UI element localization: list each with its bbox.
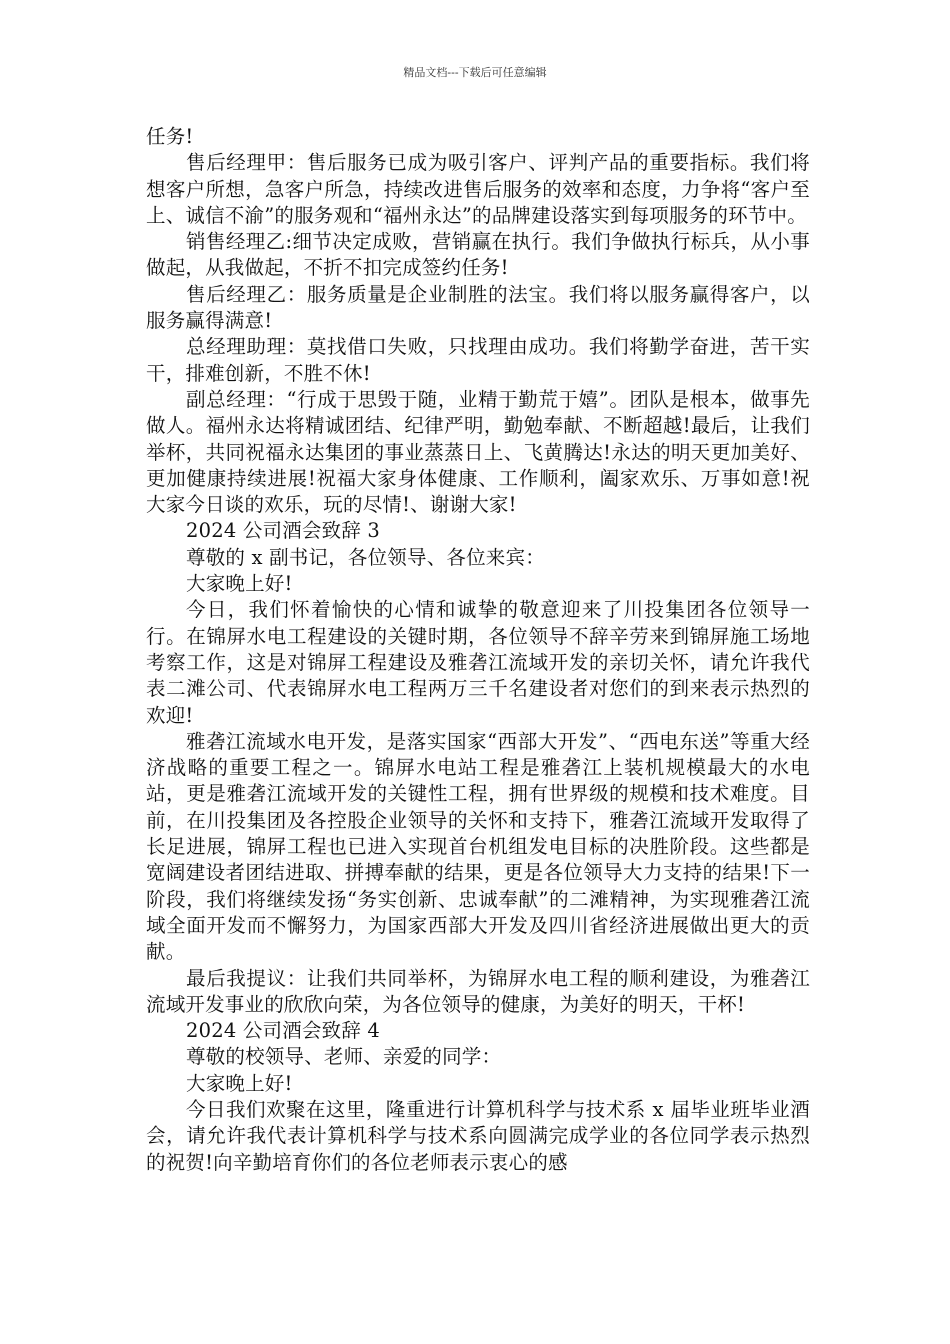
paragraph: 任务! xyxy=(146,125,194,148)
greeting: 大家晚上好! xyxy=(186,572,293,596)
paragraph: 售后经理乙：服务质量是企业制胜的法宝。我们将以服务赢得客户，以服务赢得满意! xyxy=(146,282,810,333)
paragraph: 今日，我们怀着愉快的心情和诚挚的敬意迎来了川投集团各位领导一行。在锦屏水电工程建设的关键时期，各位领导不辞辛劳来到锦屏施工场地考察工作，这是对锦屏工程建设及雅砻江流域开发的亲切关怀，请允许我代表二滩公司、代表锦屏水电工程两万三千名建设者对您们的到来表示热烈的欢迎! xyxy=(146,598,810,727)
paragraph: 售后经理甲：售后服务已成为吸引客户、评判产品的重要指标。我们将想客户所想，急客户所急，持续改进售后服务的效率和态度，力争将“客户至上、诚信不渝”的服务观和“福州永达”的品牌建设落实到每项服务的环节中。 xyxy=(146,151,810,227)
paragraph: 今日我们欢聚在这里，隆重进行计算机科学与技术系 x 届毕业班毕业酒会，请允许我代表计算机科学与技术系向圆满完成学业的各位同学表示热烈的祝贺!向辛勤培育你们的各位老师表示衷心的感 xyxy=(146,1097,810,1174)
paragraph: 副总经理：“行成于思毁于随，业精于勤荒于嬉”。团队是根本，做事先做人。福州永达将精诚团结、纪律严明，勤勉奉献、不断超越!最后，让我们举杯，共同祝福永达集团的事业蒸蒸日上、飞黄腾达!永达的明天更加美好、更加健康持续进展!祝福大家身体健康、工作顺利，阖家欢乐、万事如意!祝大家今日谈的欢乐，玩的尽情!、谢谢大家! xyxy=(146,387,810,517)
paragraph: 雅砻江流域水电开发，是落实国家“西部大开发”、“西电东送”等重大经济战略的重要工程之一。锦屏水电站工程是雅砻江上装机规模最大的水电站，更是雅砻江流域开发的关键性工程，拥有世界级的规模和技术难度。目前，在川投集团及各控股企业领导的关怀和支持下，雅砻江流域开发取得了长足进展，锦屏工程也已进入实现首台机组发电目标的决胜阶段。这些都是宽阔建设者团结进取、拼搏奉献的结果，更是各位领导大力支持的结果!下一阶段，我们将继续发扬“务实创新、忠诚奉献”的二滩精神，为实现雅砻江流域全面开发而不懈努力，为国家西部大开发及四川省经济进展做出更大的贡献。 xyxy=(146,729,810,964)
document-body xyxy=(146,124,810,1176)
page-header: 精品文档---下载后可任意编辑 xyxy=(403,66,547,79)
paragraph: 总经理助理：莫找借口失败，只找理由成功。我们将勤学奋进，苦干实干，排难创新，不胜不休! xyxy=(146,335,810,385)
section-title: 2024 公司酒会致辞 3 xyxy=(186,519,381,543)
section-title: 2024 公司酒会致辞 4 xyxy=(186,1019,381,1043)
salutation: 尊敬的校领导、老师、亲爱的同学： xyxy=(186,1045,502,1069)
salutation: 尊敬的 x 副书记，各位领导、各位来宾： xyxy=(186,545,545,569)
paragraph: 销售经理乙:细节决定成败，营销赢在执行。我们争做执行标兵，从小事做起，从我做起，不折不扣完成签约任务! xyxy=(146,230,810,280)
paragraph: 最后我提议：让我们共同举杯，为锦屏水电工程的顺利建设，为雅砻江流域开发事业的欣欣向荣，为各位领导的健康，为美好的明天，干杯! xyxy=(146,966,810,1016)
greeting: 大家晚上好! xyxy=(186,1071,293,1095)
